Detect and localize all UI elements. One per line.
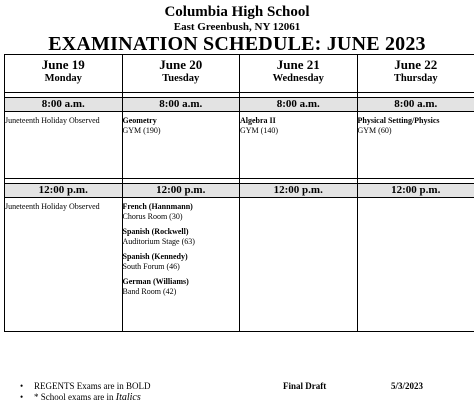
- time-slot-label: 12:00 p.m.: [122, 184, 240, 198]
- day-date: June 22: [394, 57, 438, 72]
- morning-cell-thursday: [357, 112, 474, 179]
- exam-entry: [123, 252, 240, 271]
- morning-time-row: [5, 98, 474, 112]
- regents-note: REGENTS Exams are in BOLD: [34, 381, 151, 391]
- time-slot-label: 8:00 a.m.: [240, 98, 358, 112]
- morning-cell-wednesday: [240, 112, 358, 179]
- exam-room: GYM (140): [240, 125, 278, 135]
- exam-name: Algebra II: [240, 116, 276, 125]
- exam-schedule-table: [4, 54, 474, 332]
- draft-date: 5/3/2023: [391, 381, 424, 391]
- afternoon-cell-wednesday: [240, 198, 358, 332]
- school-name: Columbia High School: [164, 4, 310, 20]
- exam-room: Chorus Room (30): [122, 211, 183, 221]
- footer: [0, 381, 474, 408]
- exam-room: GYM (190): [122, 125, 161, 135]
- morning-cell-monday: [5, 112, 123, 179]
- exam-name: Spanish (Rockwell): [122, 227, 189, 236]
- day-header-row: [5, 55, 474, 93]
- legend-list: [20, 381, 150, 403]
- morning-exams-row: [5, 112, 474, 179]
- bullet-icon: •: [20, 381, 24, 391]
- afternoon-cell-thursday: [357, 198, 474, 332]
- exam-room: Band Room (42): [122, 286, 177, 296]
- day-weekday: Wednesday: [272, 73, 324, 84]
- day-header-wednesday: [240, 55, 358, 93]
- day-date: June 20: [159, 57, 203, 72]
- legend-item-school: [20, 392, 150, 403]
- afternoon-cell-tuesday: [122, 198, 240, 332]
- exam-room: GYM (60): [357, 125, 392, 135]
- exam-name: Physical Setting/Physics: [357, 116, 440, 125]
- time-slot-label: 8:00 a.m.: [122, 98, 240, 112]
- legend-item-regents: [20, 381, 150, 392]
- holiday-note: Juneteenth Holiday Observed: [5, 116, 100, 125]
- holiday-note: Juneteenth Holiday Observed: [5, 202, 100, 211]
- school-note-italic: Italics: [115, 392, 141, 403]
- day-header-tuesday: [122, 55, 240, 93]
- exam-entry: [123, 277, 240, 296]
- exam-room: Auditorium Stage (63): [122, 236, 195, 246]
- draft-label: Final Draft: [283, 381, 327, 391]
- exam-entry: [123, 202, 240, 221]
- page-title: EXAMINATION SCHEDULE: JUNE 2023: [48, 33, 426, 55]
- morning-cell-tuesday: [122, 112, 240, 179]
- time-slot-label: 12:00 p.m.: [5, 184, 123, 198]
- exam-name: Geometry: [122, 116, 157, 125]
- school-address: East Greenbush, NY 12061: [173, 21, 301, 33]
- exam-entry: [358, 116, 474, 135]
- time-slot-label: 8:00 a.m.: [357, 98, 474, 112]
- afternoon-time-row: [5, 184, 474, 198]
- exam-entry: [123, 116, 240, 135]
- time-slot-label: 8:00 a.m.: [5, 98, 123, 112]
- day-weekday: Monday: [44, 73, 82, 84]
- time-slot-label: 12:00 p.m.: [240, 184, 358, 198]
- exam-name: French (Hannmann): [122, 202, 193, 211]
- afternoon-exams-row: [5, 198, 474, 332]
- bullet-icon: •: [20, 392, 24, 402]
- day-date: June 19: [41, 57, 85, 72]
- exam-entry: [240, 116, 357, 135]
- exam-entry: [123, 227, 240, 246]
- school-note: * School exams are in: [34, 392, 114, 402]
- day-date: June 21: [276, 57, 320, 72]
- day-header-monday: [5, 55, 123, 93]
- exam-name: German (Williams): [122, 277, 189, 286]
- afternoon-cell-monday: [5, 198, 123, 332]
- day-header-thursday: [357, 55, 474, 93]
- time-slot-label: 12:00 p.m.: [357, 184, 474, 198]
- day-weekday: Thursday: [393, 73, 438, 84]
- exam-name: Spanish (Kennedy): [122, 252, 188, 261]
- exam-room: South Forum (46): [122, 261, 180, 271]
- day-weekday: Tuesday: [162, 73, 200, 84]
